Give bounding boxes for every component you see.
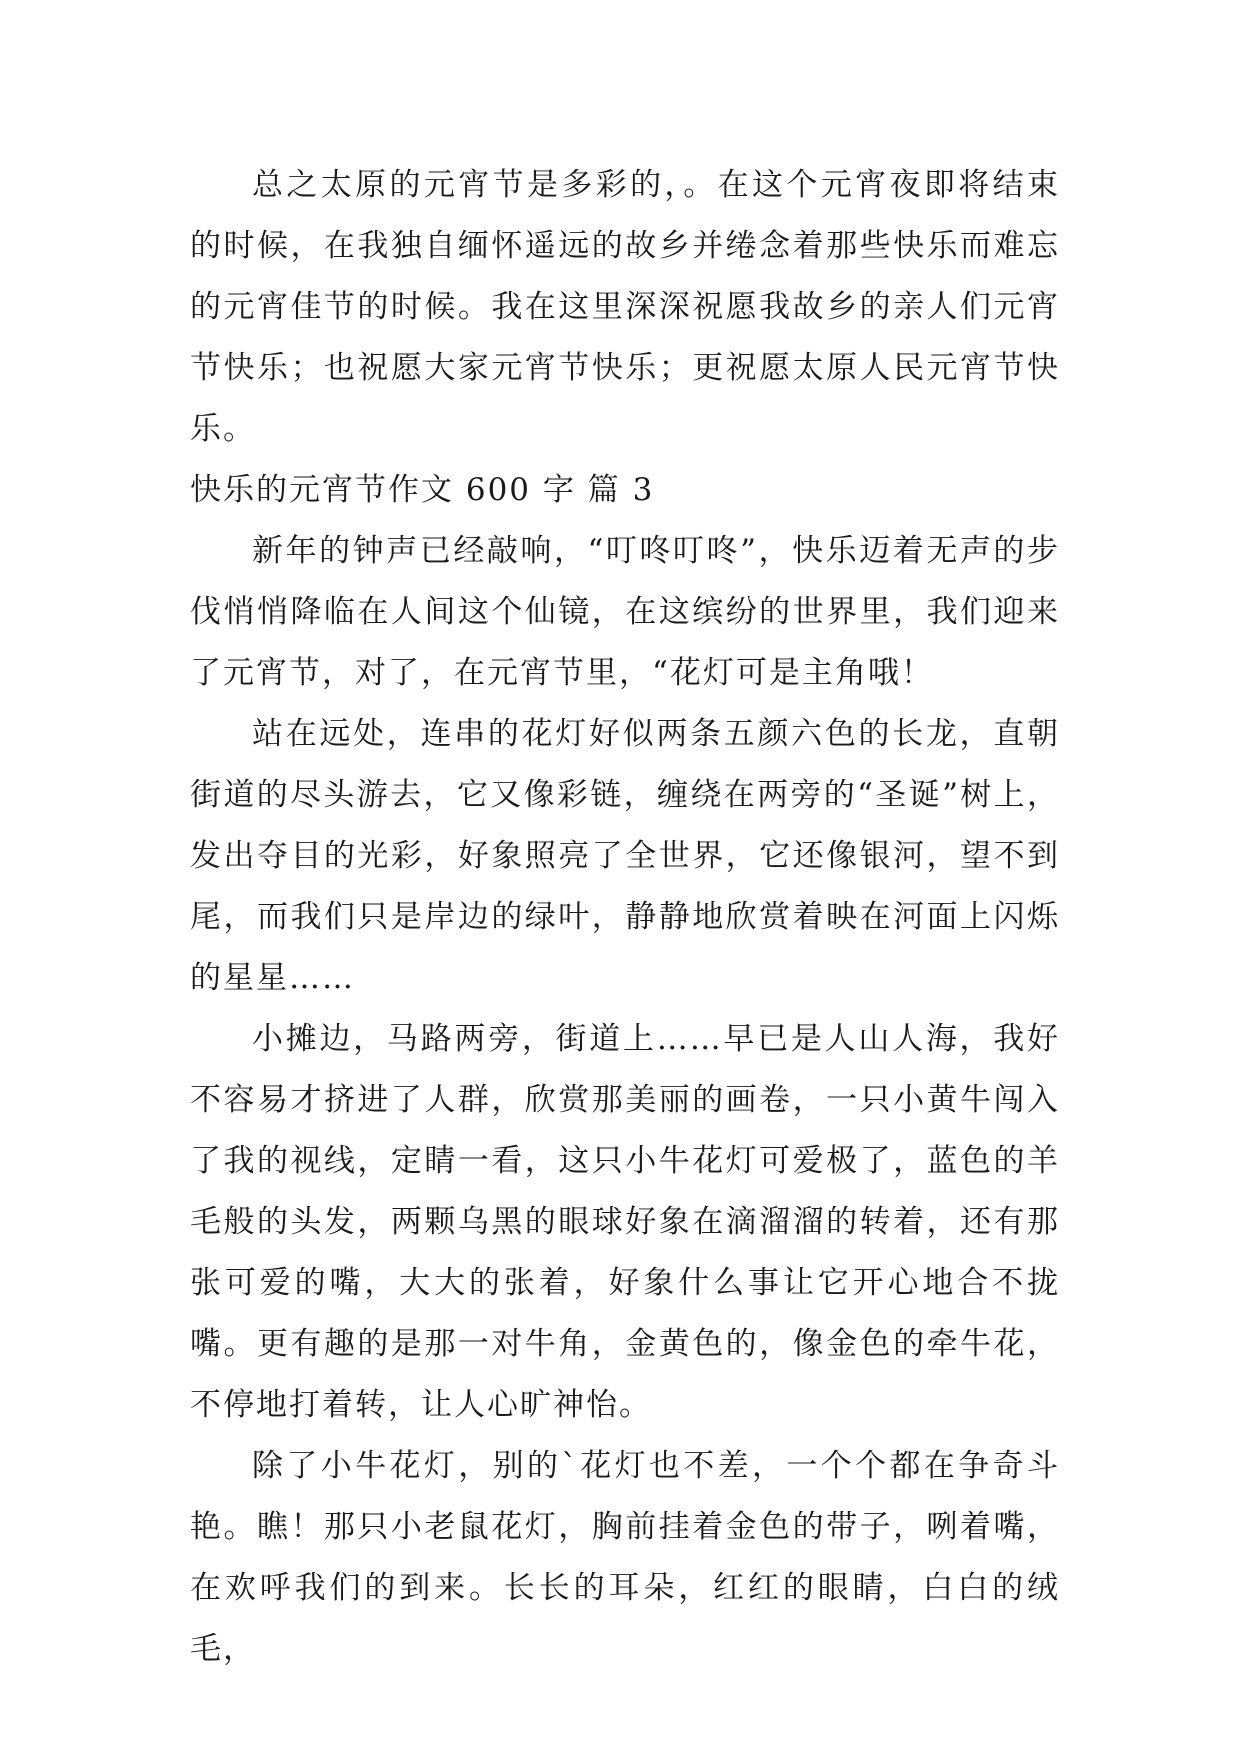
- paragraph: 除了小牛花灯，别的`花灯也不差，一个个都在争奇斗艳。瞧！那只小老鼠花灯，胸前挂着金色的带子，咧着嘴，在欢呼我们的到来。长长的耳朵，红红的眼睛，白白的绒毛，: [190, 1448, 1060, 1667]
- paragraph: 小摊边，马路两旁，街道上……早已是人山人海，我好不容易才挤进了人群，欣赏那美丽的画卷，一只小黄牛闯入了我的视线，定睛一看，这只小牛花灯可爱极了，蓝色的羊毛般的头发，两颗乌黑的眼球好象在滴溜溜的转着，还有那张可爱的嘴，大大的张着，好象什么事让它开心地合不拢嘴。更有趣的是那一对牛角，金黄色的，像金色的牵牛花，不停地打着转，让人心旷神怡。: [190, 1021, 1060, 1423]
- paragraph: 总之太原的元宵节是多彩的，。在这个元宵夜即将结束的时候，在我独自缅怀遥远的故乡并绻念着那些快乐而难忘的元宵佳节的时候。我在这里深深祝愿我故乡的亲人们元宵节快乐；也祝愿大家元宵节快乐；更祝愿太原人民元宵节快乐。: [190, 167, 1060, 447]
- document-page: [190, 155, 1060, 1680]
- paragraph: 站在远处，连串的花灯好似两条五颜六色的长龙，直朝街道的尽头游去，它又像彩链，缠绕在两旁的“圣诞”树上，发出夺目的光彩，好象照亮了全世界，它还像银河，望不到尾，而我们只是岸边的绿叶，静静地欣赏着映在河面上闪烁的星星……: [190, 716, 1060, 996]
- paragraph: 新年的钟声已经敲响，“叮咚叮咚”，快乐迈着无声的步伐悄悄降临在人间这个仙镜，在这缤纷的世界里，我们迎来了元宵节，对了，在元宵节里，“花灯可是主角哦！: [190, 533, 1060, 691]
- section-heading: 快乐的元宵节作文 600 字 篇 3: [190, 472, 655, 508]
